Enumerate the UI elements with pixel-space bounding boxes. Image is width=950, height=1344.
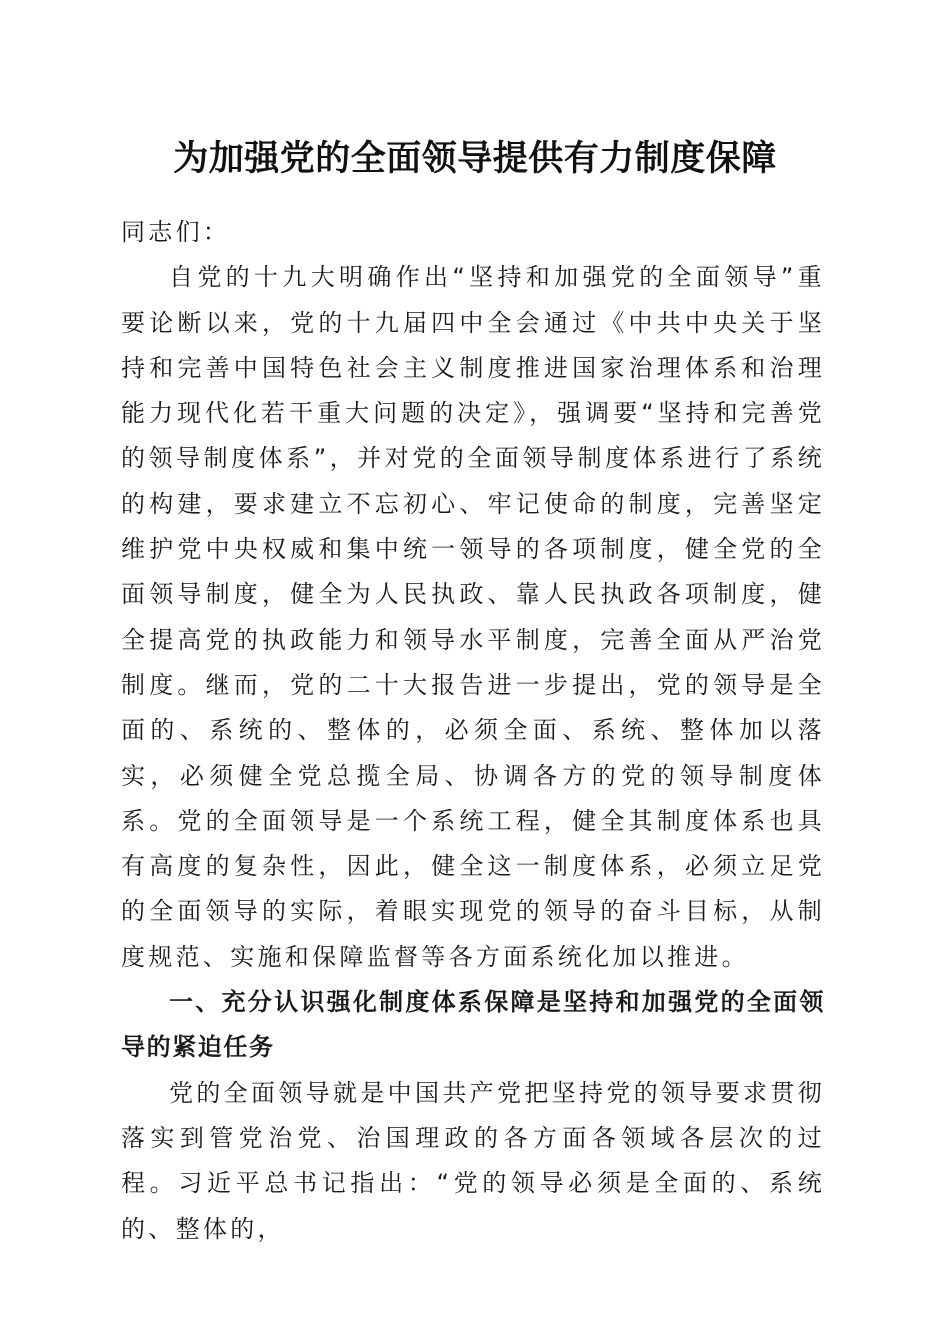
body-paragraph-2: 党的全面领导就是中国共产党把坚持党的领导要求贯彻落实到管党治党、治国理政的各方面各领域各层次的过程。习近平总书记指出：“党的领导必须是全面的、系统的、整体的， — [121, 1078, 825, 1243]
body-paragraph-1: 自党的十九大明确作出“坚持和加强党的全面领导”重要论断以来，党的十九届四中全会通过《中共中央关于坚持和完善中国特色社会主义制度推进国家治理体系和治理能力现代化若干重大问题的决定》，强调要“坚持和完善党的领导制度体系”，并对党的全面领导制度体系进行了系统的构建，要求建立不忘初心、牢记使命的制度，完善坚定维护党中央权威和集中统一领导的各项制度，健全党的全面领导制度，健全为人民执政、靠人民执政各项制度，健全提高党的执政能力和领导水平制度，完善全面从严治党制度。继而，党的二十大报告进一步提出，党的领导是全面的、系统的、整体的，必须全面、系统、整体加以落实，必须健全党总揽全局、协调各方的党的领导制度体系。党的全面领导是一个系统工程，健全其制度体系也具有高度的复杂性，因此，健全这一制度体系，必须立足党的全面领导的实际，着眼实现党的领导的奋斗目标，从制度规范、实施和保障监督等各方面系统化加以推进。 — [121, 263, 825, 971]
section-heading-1: 一、充分认识强化制度体系保障是坚持和加强党的全面领导的紧迫任务 — [121, 988, 825, 1062]
document-title: 为加强党的全面领导提供有力制度保障 — [173, 138, 777, 179]
document-body — [121, 210, 825, 1252]
salutation: 同志们： — [121, 218, 231, 246]
